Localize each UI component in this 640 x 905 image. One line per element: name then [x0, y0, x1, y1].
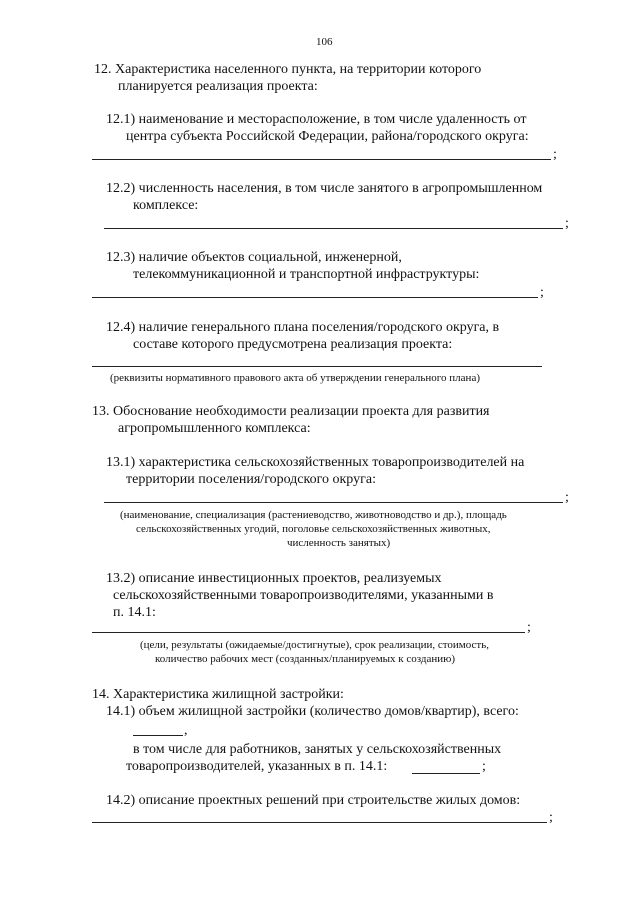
item-14-1-line2: в том числе для работников, занятых у сельскохозяйственных — [133, 742, 502, 757]
item-12-1-line2: центра субъекта Российской Федерации, района/городского округа: — [126, 129, 529, 144]
item-14-1-line1: 14.1) объем жилищной застройки (количество домов/квартир), всего: — [106, 704, 519, 719]
item-14-1-workers-terminator: ; — [482, 759, 486, 774]
section-13-heading-line1: 13. Обоснование необходимости реализации проекта для развития — [92, 404, 490, 419]
item-12-2-answer-line — [104, 228, 563, 229]
item-13-1-caption-line2: сельскохозяйственных угодий, поголовье сельскохозяйственных животных, — [136, 523, 491, 535]
item-14-2-line1: 14.2) описание проектных решений при строительстве жилых домов: — [106, 793, 521, 808]
item-13-2-caption-line1: (цели, результаты (ожидаемые/достигнутые), срок реализации, стоимость, — [140, 639, 490, 651]
item-13-2-line1: 13.2) описание инвестиционных проектов, реализуемых — [106, 571, 442, 586]
item-14-1-total-answer-line — [133, 735, 183, 736]
item-12-1-line1: 12.1) наименование и месторасположение, в том числе удаленность от — [106, 112, 527, 127]
item-12-1-terminator: ; — [553, 147, 557, 162]
item-12-4-line2: составе которого предусмотрена реализация проекта: — [133, 337, 453, 352]
item-14-1-line3: товаропроизводителей, указанных в п. 14.1: — [126, 759, 388, 774]
item-12-3-line2: телекоммуникационной и транспортной инфраструктуры: — [133, 267, 480, 282]
item-12-4-line1: 12.4) наличие генерального плана поселения/городского округа, в — [106, 320, 500, 335]
item-14-1-workers-answer-line — [412, 773, 480, 774]
item-12-3-line1: 12.3) наличие объектов социальной, инженерной, — [106, 250, 402, 265]
item-14-2-terminator: ; — [549, 810, 553, 825]
item-12-2-terminator: ; — [565, 216, 569, 231]
item-12-3-terminator: ; — [540, 285, 544, 300]
page-number: 106 — [316, 36, 333, 48]
item-13-1-caption-line1: (наименование, специализация (растениеводство, животноводство и др.), площадь — [120, 509, 507, 521]
item-13-1-terminator: ; — [565, 490, 569, 505]
item-13-2-caption-line2: количество рабочих мест (созданных/планируемых к созданию) — [155, 653, 456, 665]
item-14-2-answer-line — [92, 822, 547, 823]
item-12-1-answer-line — [92, 159, 551, 160]
section-14-heading: 14. Характеристика жилищной застройки: — [92, 687, 344, 702]
item-13-2-terminator: ; — [527, 620, 531, 635]
item-13-1-line2: территории поселения/городского округа: — [126, 472, 376, 487]
item-12-2-line1: 12.2) численность населения, в том числе занятого в агропромышленном — [106, 181, 543, 196]
item-14-1-total-terminator: , — [184, 723, 188, 738]
item-13-2-line2: сельскохозяйственными товаропроизводителями, указанными в — [113, 588, 494, 603]
item-13-2-line3: п. 14.1: — [113, 605, 156, 620]
item-13-1-answer-line — [104, 502, 563, 503]
item-13-1-caption-line3: численность занятых) — [287, 537, 391, 549]
item-13-2-answer-line — [92, 632, 525, 633]
item-12-2-line2: комплексе: — [133, 198, 199, 213]
item-12-4-caption: (реквизиты нормативного правового акта об утверждении генерального плана) — [110, 372, 480, 384]
section-12-heading-line1: 12. Характеристика населенного пункта, на территории которого — [94, 62, 482, 77]
item-12-4-answer-line — [92, 366, 542, 367]
item-12-3-answer-line — [92, 297, 538, 298]
section-13-heading-line2: агропромышленного комплекса: — [118, 421, 311, 436]
section-12-heading-line2: планируется реализация проекта: — [118, 79, 318, 94]
item-13-1-line1: 13.1) характеристика сельскохозяйственных товаропроизводителей на — [106, 455, 525, 470]
